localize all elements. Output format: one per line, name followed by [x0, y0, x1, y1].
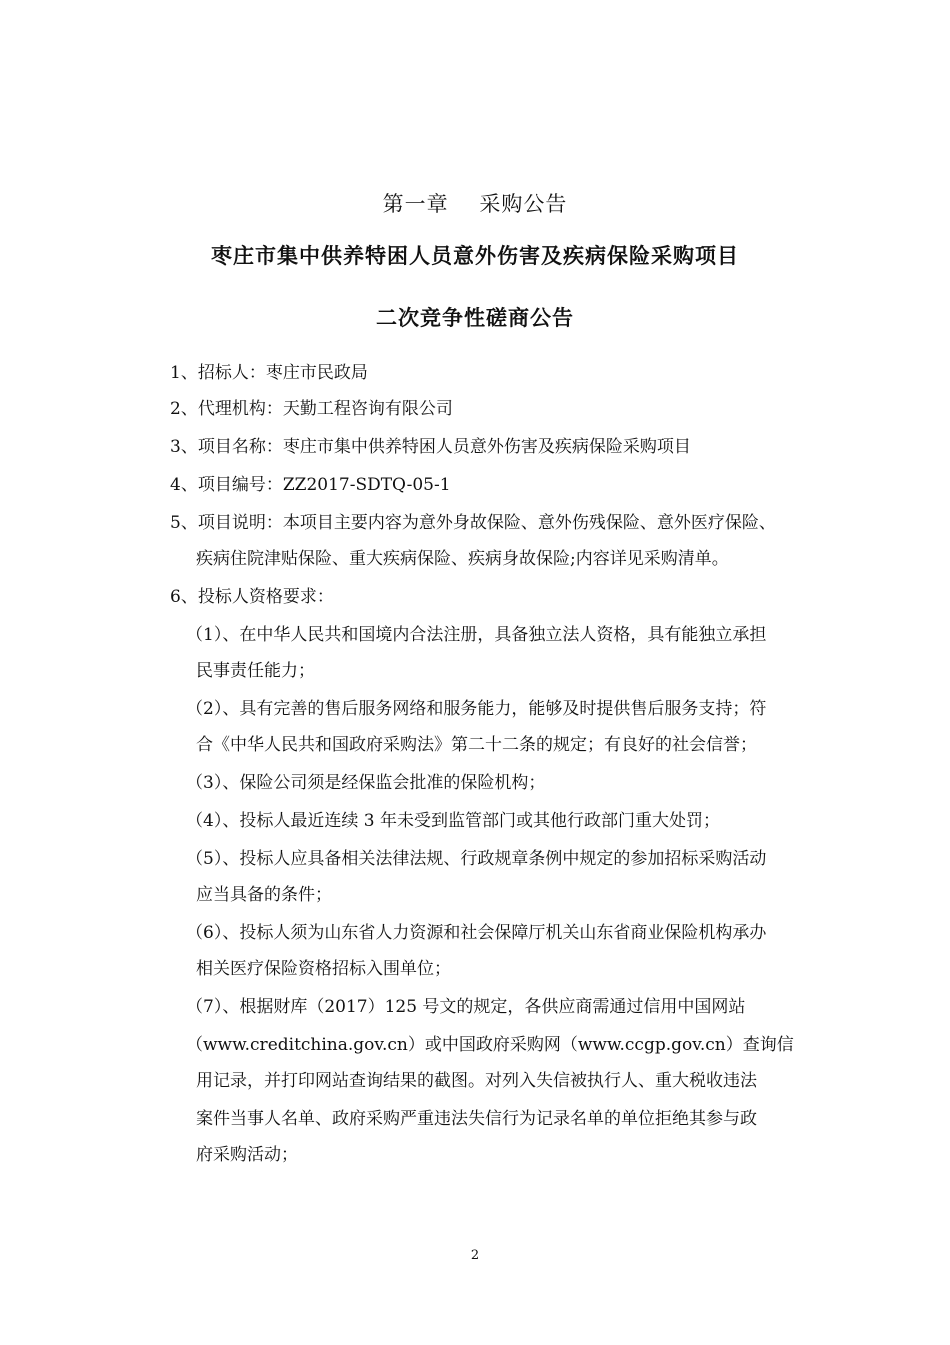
requirement-2-cont: 合《中华人民共和国政府采购法》第二十二条的规定；有良好的社会信誉；: [196, 735, 757, 755]
item-project-name: 3、项目名称：枣庄市集中供养特困人员意外伤害及疾病保险采购项目: [170, 437, 691, 457]
requirement-1: （1）、在中华人民共和国境内合法注册，具备独立法人资格，具有能独立承担: [186, 625, 767, 645]
requirement-4: （4）、投标人最近连续 3 年未受到监管部门或其他行政部门重大处罚；: [186, 811, 720, 831]
page-number: 2: [470, 1248, 480, 1263]
requirement-3: （3）、保险公司须是经保监会批准的保险机构；: [186, 773, 546, 793]
chapter-heading: 第一章 采购公告: [382, 192, 568, 216]
item-tenderer: 1、招标人：枣庄市民政局: [170, 363, 368, 383]
requirement-5-cont: 应当具备的条件；: [196, 885, 332, 905]
item-project-number: 4、项目编号：ZZ2017-SDTQ-05-1: [170, 475, 451, 495]
item-project-description-cont: 疾病住院津贴保险、重大疾病保险、疾病身故保险;内容详见采购清单。: [196, 549, 729, 569]
requirement-7-cont-3: 案件当事人名单、政府采购严重违法失信行为记录名单的单位拒绝其参与政: [196, 1109, 757, 1129]
requirement-6-cont: 相关医疗保险资格招标入围单位；: [196, 959, 451, 979]
requirement-7: （7）、根据财库（2017）125 号文的规定，各供应商需通过信用中国网站: [186, 997, 746, 1017]
requirement-6: （6）、投标人须为山东省人力资源和社会保障厅机关山东省商业保险机构承办: [186, 923, 767, 943]
item-bidder-requirements: 6、投标人资格要求：: [170, 587, 334, 607]
requirement-7-cont-4: 府采购活动；: [196, 1145, 298, 1165]
requirement-7-cont-1: （www.creditchina.gov.cn）或中国政府采购网（www.ccgp.gov.cn）查询信: [186, 1035, 794, 1055]
item-project-description: 5、项目说明：本项目主要内容为意外身故保险、意外伤残保险、意外医疗保险、: [170, 513, 776, 533]
requirement-7-cont-2: 用记录，并打印网站查询结果的截图。对列入失信被执行人、重大税收违法: [196, 1071, 757, 1091]
requirement-1-cont: 民事责任能力；: [196, 661, 315, 681]
item-agency: 2、代理机构：天勤工程咨询有限公司: [170, 399, 453, 419]
requirement-2: （2）、具有完善的售后服务网络和服务能力，能够及时提供售后服务支持；符: [186, 699, 767, 719]
document-title-line-1: 枣庄市集中供养特困人员意外伤害及疾病保险采购项目: [211, 244, 739, 268]
requirement-5: （5）、投标人应具备相关法律法规、行政规章条例中规定的参加招标采购活动: [186, 849, 767, 869]
document-title-line-2: 二次竞争性磋商公告: [376, 306, 574, 330]
